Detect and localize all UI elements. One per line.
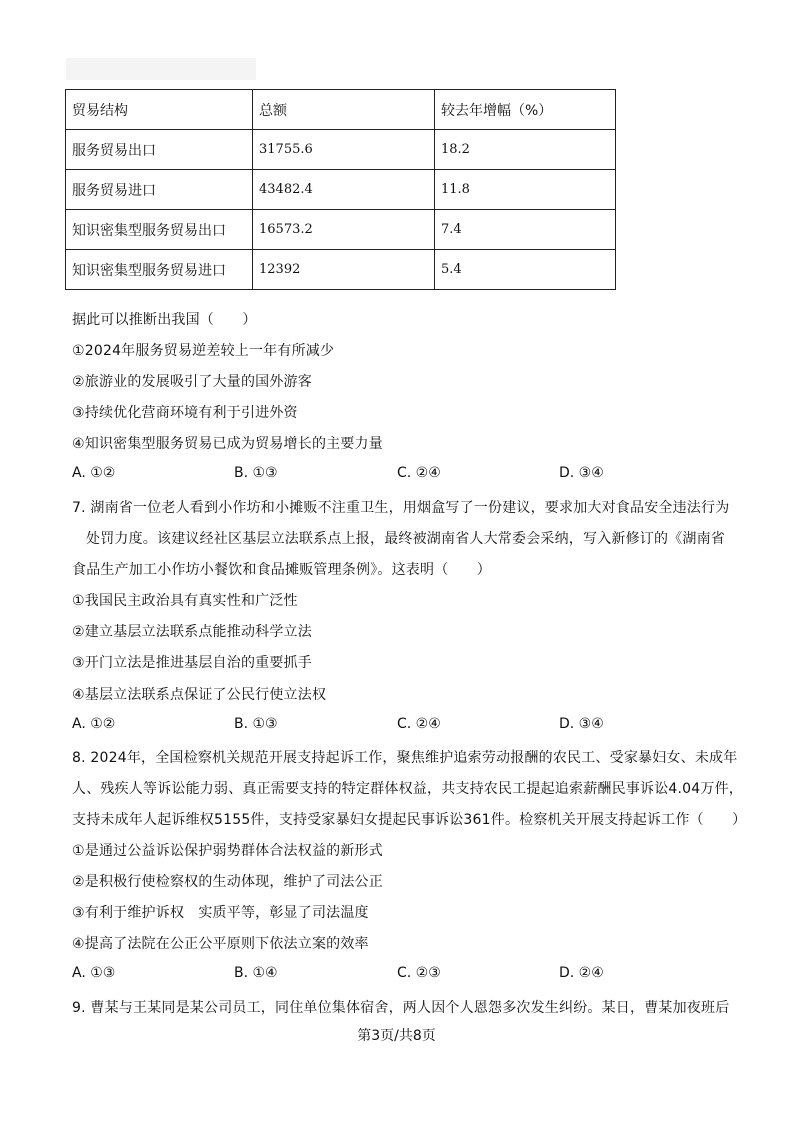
q8-item-3: ③有利于维护诉权 实质平等，彰显了司法温度: [72, 905, 369, 921]
q6-options: [72, 465, 632, 485]
table-header-cell: 贸易结构: [66, 90, 253, 130]
q9-stem-line-1: 9. 曹某与王某同是某公司员工，同住单位集体宿舍，两人因个人恩怨多次发生纠纷。某日，曹某加夜班后: [72, 1000, 730, 1016]
table-row: [66, 210, 616, 250]
table-cell: 服务贸易进口: [66, 170, 253, 210]
q7-item-3: ③开门立法是推进基层自治的重要抓手: [72, 655, 312, 671]
q6-stem: 据此可以推断出我国（ ）: [72, 312, 257, 328]
q6-item-2: ②旅游业的发展吸引了大量的国外游客: [72, 374, 312, 390]
q6-option-c: C. ②④: [397, 465, 441, 481]
table-cell: 18.2: [435, 130, 616, 170]
q7-option-a: A. ①②: [72, 716, 116, 732]
q8-item-1: ①是通过公益诉讼保护弱势群体合法权益的新形式: [72, 843, 383, 859]
table-row: [66, 250, 616, 290]
q7-stem-line-2: 处罚力度。该建议经社区基层立法联系点上报，最终被湖南省人大常委会采纳，写入新修订的《湖南省: [86, 531, 725, 547]
page-footer: 第3页/共8页: [357, 1028, 436, 1044]
q7-item-1: ①我国民主政治具有真实性和广泛性: [72, 593, 298, 609]
q7-option-b: B. ①③: [234, 716, 278, 732]
q8-stem-line-2: 人、残疾人等诉讼能力弱、真正需要支持的特定群体权益，共支持农民工提起追索薪酬民事诉讼4.04万件，: [72, 781, 743, 797]
q7-options: [72, 716, 632, 736]
table-header-cell: 总额: [253, 90, 435, 130]
q7-stem-line-3: 食品生产加工小作坊小餐饮和食品摊贩管理条例》。这表明（ ）: [72, 562, 491, 578]
table-header-cell: 较去年增幅（%）: [435, 90, 616, 130]
q6-option-a: A. ①②: [72, 465, 116, 481]
table-cell: 知识密集型服务贸易出口: [66, 210, 253, 250]
table-row: [66, 170, 616, 210]
q8-option-a: A. ①③: [72, 965, 116, 981]
q6-option-d: D. ③④: [559, 465, 604, 481]
trade-structure-table: [65, 89, 616, 290]
q6-item-3: ③持续优化营商环境有利于引进外资: [72, 405, 298, 421]
table-row: [66, 130, 616, 170]
table-header-row: [66, 90, 616, 130]
q8-options: [72, 965, 632, 985]
q6-item-1: ①2024年服务贸易逆差较上一年有所减少: [72, 343, 335, 359]
q7-option-c: C. ②④: [397, 716, 441, 732]
table-cell: 知识密集型服务贸易进口: [66, 250, 253, 290]
q7-stem-line-1: 7. 湖南省一位老人看到小作坊和小摊贩不注重卫生，用烟盒写了一份建议，要求加大对食品安全违法行为: [72, 500, 730, 516]
table-cell: 16573.2: [253, 210, 435, 250]
q7-item-4: ④基层立法联系点保证了公民行使立法权: [72, 687, 327, 703]
q8-option-b: B. ①④: [234, 965, 278, 981]
table-cell: 7.4: [435, 210, 616, 250]
q6-option-b: B. ①③: [234, 465, 278, 481]
table-cell: 5.4: [435, 250, 616, 290]
table-cell: 12392: [253, 250, 435, 290]
q8-option-d: D. ②④: [559, 965, 604, 981]
q7-option-d: D. ③④: [559, 716, 604, 732]
table-cell: 11.8: [435, 170, 616, 210]
q8-option-c: C. ②③: [397, 965, 441, 981]
table-cell: 服务贸易出口: [66, 130, 253, 170]
q8-item-4: ④提高了法院在公正公平原则下依法立案的效率: [72, 936, 369, 952]
q8-stem-line-1: 8. 2024年，全国检察机关规范开展支持起诉工作，聚焦维护追索劳动报酬的农民工、受家暴妇女、未成年: [72, 750, 738, 766]
q6-item-4: ④知识密集型服务贸易已成为贸易增长的主要力量: [72, 436, 383, 452]
q7-item-2: ②建立基层立法联系点能推动科学立法: [72, 624, 312, 640]
q8-stem-line-3: 支持未成年人起诉维权5155件，支持受家暴妇女提起民事诉讼361件。检察机关开展支持起诉工作（ ）: [72, 812, 747, 828]
table-cell: 31755.6: [253, 130, 435, 170]
table-cell: 43482.4: [253, 170, 435, 210]
header-stamp-area: [66, 58, 256, 80]
q8-item-2: ②是积极行使检察权的生动体现，维护了司法公正: [72, 874, 383, 890]
